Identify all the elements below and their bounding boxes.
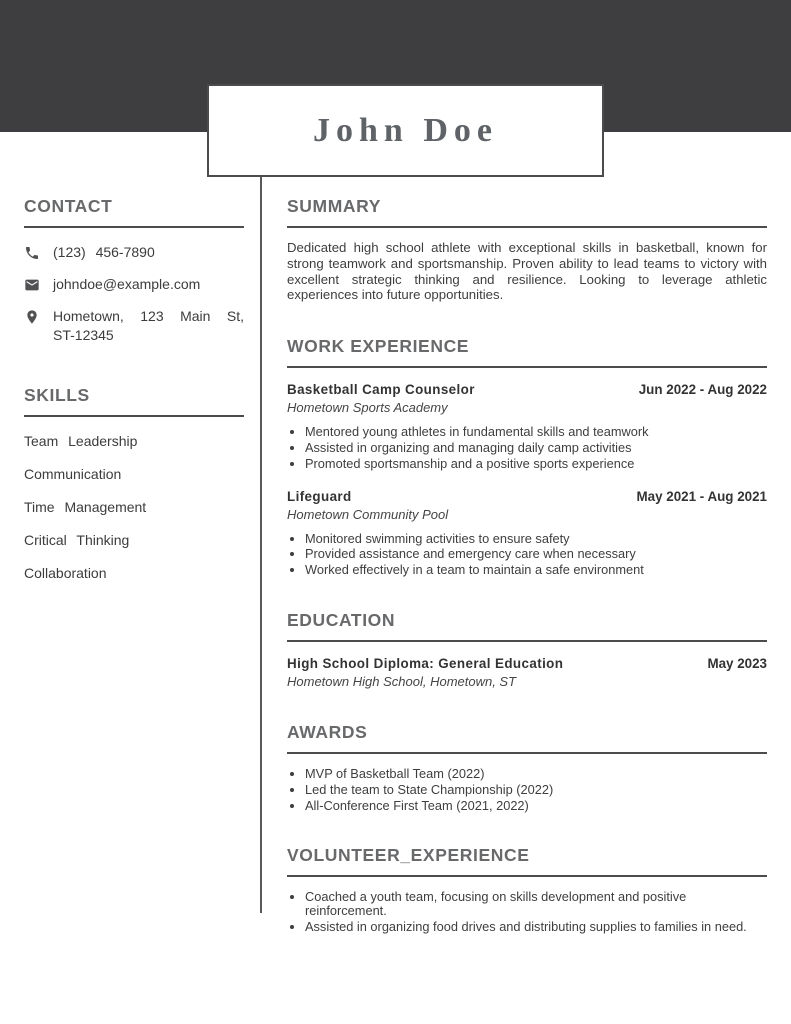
skills-list	[24, 433, 244, 581]
education-rule	[287, 640, 767, 642]
contact-heading: CONTACT	[24, 196, 113, 216]
award-item: • MVP of Basketball Team (2022)	[305, 767, 767, 781]
education-dates: May 2023	[707, 655, 767, 671]
work-experience-section	[287, 336, 767, 577]
summary-rule	[287, 226, 767, 228]
contact-item-email	[24, 275, 244, 294]
job-bullet-list	[287, 425, 767, 470]
volunteer-rule	[287, 875, 767, 877]
job-bullet: • Provided assistance and emergency care when necessary	[305, 547, 767, 561]
skills-section	[24, 385, 244, 581]
volunteer-list	[287, 890, 767, 933]
job-company: Hometown Community Pool	[287, 506, 449, 522]
phone-number: (123) 456-7890	[53, 244, 155, 260]
job-dates: Jun 2022 - Aug 2022	[638, 382, 767, 398]
skill-item: Communication	[24, 466, 122, 482]
awards-list	[287, 767, 767, 812]
postal-address: Hometown, 123 Main St, ST-12345	[53, 308, 244, 343]
location-icon	[24, 309, 40, 325]
degree-title: High School Diploma: General Education	[287, 655, 564, 671]
skills-rule	[24, 415, 244, 417]
contact-rule	[24, 226, 244, 228]
job-entry-head	[287, 489, 767, 504]
education-heading: EDUCATION	[287, 609, 396, 630]
volunteer-section	[287, 845, 767, 933]
volunteer-item: • Coached a youth team, focusing on skills development and positive reinforcement.	[305, 890, 767, 918]
job-bullet-list	[287, 532, 767, 577]
work-experience-rule	[287, 366, 767, 368]
education-entry	[287, 656, 767, 689]
job-company: Hometown Sports Academy	[287, 400, 448, 416]
education-section	[287, 610, 767, 689]
email-address: johndoe@example.com	[53, 276, 201, 292]
contact-list	[24, 243, 244, 345]
school-name: Hometown High School, Hometown, ST	[287, 673, 517, 689]
skill-item: Time Management	[24, 499, 147, 515]
volunteer-heading: VOLUNTEER_EXPERIENCE	[287, 845, 530, 866]
phone-icon	[24, 245, 40, 261]
contact-item-address	[24, 307, 244, 345]
awards-rule	[287, 752, 767, 754]
job-entry-head	[287, 382, 767, 397]
person-name: John Doe	[313, 111, 498, 149]
sidebar	[24, 196, 244, 598]
job-entry	[287, 382, 767, 470]
summary-heading: SUMMARY	[287, 196, 381, 216]
job-title: Lifeguard	[287, 488, 352, 504]
skill-item: Team Leadership	[24, 433, 138, 449]
skill-item: Collaboration	[24, 565, 107, 581]
job-dates: May 2021 - Aug 2021	[636, 488, 767, 504]
work-experience-heading: WORK EXPERIENCE	[287, 336, 470, 357]
main-column	[287, 196, 767, 967]
summary-section	[287, 196, 767, 303]
awards-heading: AWARDS	[287, 721, 368, 742]
name-box	[207, 84, 604, 177]
contact-section	[24, 196, 244, 345]
education-entry-head	[287, 656, 767, 671]
skills-heading: SKILLS	[24, 385, 90, 405]
awards-section	[287, 722, 767, 812]
summary-text: Dedicated high school athlete with exceptional skills in basketball, known for strong teamwork and sportsmanship. Proven ability to lead teams to victory with excellent strategic thinking and resilience. Looking to leverage athletic experiences into future opportunities.	[287, 240, 767, 303]
job-bullet: • Monitored swimming activities to ensure safety	[305, 532, 767, 546]
award-item: • All-Conference First Team (2021, 2022)	[305, 799, 767, 813]
job-title: Basketball Camp Counselor	[287, 382, 475, 398]
job-bullet: • Worked effectively in a team to maintain a safe environment	[305, 563, 767, 577]
skill-item: Critical Thinking	[24, 532, 130, 548]
award-item: • Led the team to State Championship (2022)	[305, 783, 767, 797]
volunteer-item: • Assisted in organizing food drives and distributing supplies to families in need.	[305, 920, 767, 934]
job-bullet: • Assisted in organizing and managing daily camp activities	[305, 441, 767, 455]
column-divider	[260, 177, 262, 913]
job-entry	[287, 489, 767, 577]
job-bullet: • Mentored young athletes in fundamental skills and teamwork	[305, 425, 767, 439]
contact-item-phone	[24, 243, 244, 262]
email-icon	[24, 277, 40, 293]
job-bullet: • Promoted sportsmanship and a positive sports experience	[305, 457, 767, 471]
